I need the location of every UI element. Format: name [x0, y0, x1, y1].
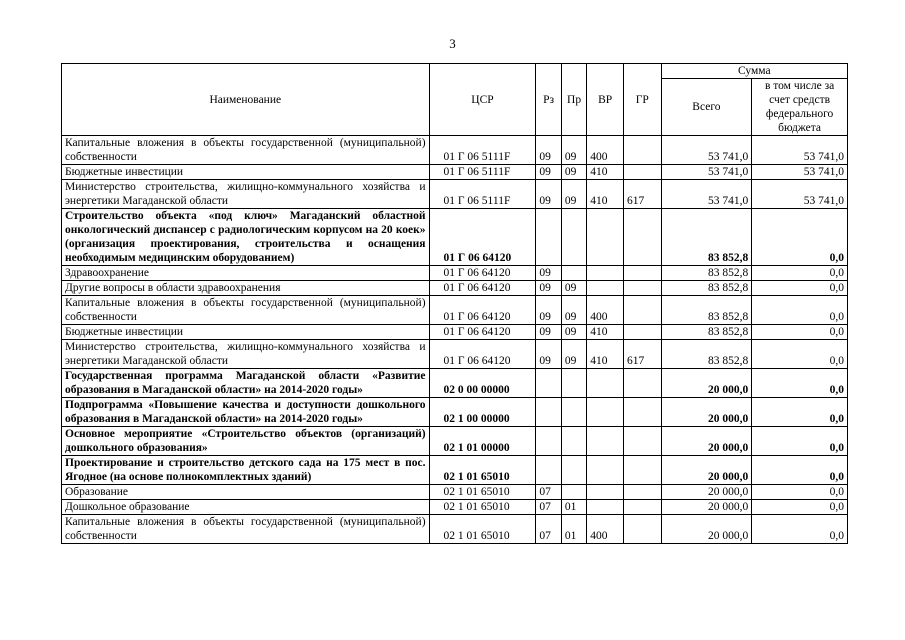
cell-csr: 01 Г 06 64120 — [429, 325, 536, 340]
cell-total: 20 000,0 — [661, 369, 752, 398]
cell-gr — [623, 398, 661, 427]
cell-name: Капитальные вложения в объекты государственной (муниципальной) собственности — [62, 515, 430, 544]
cell-total: 20 000,0 — [661, 500, 752, 515]
cell-pr — [561, 266, 586, 281]
cell-csr: 01 Г 06 5111F — [429, 180, 536, 209]
cell-vr: 400 — [587, 296, 624, 325]
cell-csr: 01 Г 06 64120 — [429, 281, 536, 296]
cell-name: Капитальные вложения в объекты государственной (муниципальной) собственности — [62, 296, 430, 325]
cell-name: Дошкольное образование — [62, 500, 430, 515]
header-name: Наименование — [62, 64, 430, 136]
cell-vr — [587, 209, 624, 266]
cell-total: 83 852,8 — [661, 325, 752, 340]
cell-rz: 09 — [536, 180, 561, 209]
cell-pr: 09 — [561, 180, 586, 209]
cell-pr: 09 — [561, 296, 586, 325]
cell-total: 83 852,8 — [661, 266, 752, 281]
cell-gr — [623, 266, 661, 281]
page-number: 3 — [449, 36, 456, 51]
cell-csr: 02 1 01 65010 — [429, 515, 536, 544]
cell-csr: 02 1 01 65010 — [429, 500, 536, 515]
table-row — [62, 485, 848, 500]
cell-name: Подпрограмма «Повышение качества и доступности дошкольного образования в Магаданской области» на 2014-2020 годы» — [62, 398, 430, 427]
cell-csr: 02 0 00 00000 — [429, 369, 536, 398]
cell-csr: 01 Г 06 5111F — [429, 165, 536, 180]
cell-vr — [587, 485, 624, 500]
table-row — [62, 456, 848, 485]
cell-rz: 09 — [536, 340, 561, 369]
cell-name: Здравоохранение — [62, 266, 430, 281]
cell-federal: 0,0 — [752, 369, 848, 398]
cell-name: Строительство объекта «под ключ» Магаданский областной онкологический диспансер с радиологическим корпусом на 20 коек» (организация проектирования, строительства и оснащения необходимым медицинским оборудованием) — [62, 209, 430, 266]
cell-rz — [536, 398, 561, 427]
cell-total: 20 000,0 — [661, 485, 752, 500]
cell-pr — [561, 427, 586, 456]
cell-vr — [587, 266, 624, 281]
cell-gr — [623, 456, 661, 485]
cell-name: Министерство строительства, жилищно-коммунального хозяйства и энергетики Магаданской области — [62, 180, 430, 209]
cell-gr: 617 — [623, 340, 661, 369]
table-row — [62, 136, 848, 165]
cell-vr: 400 — [587, 136, 624, 165]
cell-federal: 53 741,0 — [752, 165, 848, 180]
table-row — [62, 180, 848, 209]
table-row — [62, 281, 848, 296]
cell-name: Капитальные вложения в объекты государственной (муниципальной) собственности — [62, 136, 430, 165]
cell-name: Образование — [62, 485, 430, 500]
cell-federal: 0,0 — [752, 398, 848, 427]
header-total: Всего — [661, 79, 752, 136]
cell-pr — [561, 369, 586, 398]
cell-vr: 400 — [587, 515, 624, 544]
cell-vr: 410 — [587, 165, 624, 180]
cell-csr: 01 Г 06 64120 — [429, 266, 536, 281]
cell-rz: 07 — [536, 515, 561, 544]
cell-csr: 02 1 01 65010 — [429, 485, 536, 500]
cell-total: 83 852,8 — [661, 296, 752, 325]
cell-pr: 01 — [561, 515, 586, 544]
cell-rz: 07 — [536, 500, 561, 515]
cell-gr — [623, 209, 661, 266]
cell-rz: 09 — [536, 325, 561, 340]
table-row — [62, 325, 848, 340]
header-vr: ВР — [587, 64, 624, 136]
header-sum: Сумма — [661, 64, 847, 79]
cell-federal: 0,0 — [752, 485, 848, 500]
cell-pr: 09 — [561, 281, 586, 296]
table-row — [62, 165, 848, 180]
cell-pr: 09 — [561, 340, 586, 369]
cell-total: 20 000,0 — [661, 456, 752, 485]
table-row — [62, 266, 848, 281]
cell-name: Бюджетные инвестиции — [62, 325, 430, 340]
cell-federal: 53 741,0 — [752, 180, 848, 209]
cell-total: 20 000,0 — [661, 398, 752, 427]
cell-csr: 01 Г 06 64120 — [429, 340, 536, 369]
table-row — [62, 500, 848, 515]
header-pr: Пр — [561, 64, 586, 136]
cell-vr — [587, 427, 624, 456]
cell-federal: 0,0 — [752, 296, 848, 325]
cell-gr — [623, 296, 661, 325]
cell-csr: 02 1 01 00000 — [429, 427, 536, 456]
cell-pr — [561, 485, 586, 500]
table-row — [62, 515, 848, 544]
cell-csr: 02 1 00 00000 — [429, 398, 536, 427]
cell-vr — [587, 281, 624, 296]
cell-federal: 0,0 — [752, 340, 848, 369]
cell-gr — [623, 515, 661, 544]
table-row — [62, 296, 848, 325]
cell-name: Основное мероприятие «Строительство объектов (организаций) дошкольного образования» — [62, 427, 430, 456]
cell-vr: 410 — [587, 340, 624, 369]
header-federal: в том числе за счет средств федерального бюджета — [752, 79, 848, 136]
cell-total: 83 852,8 — [661, 340, 752, 369]
header-rz: Рз — [536, 64, 561, 136]
cell-total: 20 000,0 — [661, 515, 752, 544]
cell-gr — [623, 427, 661, 456]
table-row — [62, 398, 848, 427]
cell-vr: 410 — [587, 325, 624, 340]
table-row — [62, 340, 848, 369]
cell-gr — [623, 165, 661, 180]
cell-rz: 09 — [536, 266, 561, 281]
cell-pr — [561, 398, 586, 427]
cell-pr — [561, 456, 586, 485]
cell-name: Бюджетные инвестиции — [62, 165, 430, 180]
cell-total: 53 741,0 — [661, 165, 752, 180]
cell-name: Другие вопросы в области здравоохранения — [62, 281, 430, 296]
cell-gr — [623, 325, 661, 340]
cell-rz — [536, 369, 561, 398]
cell-vr — [587, 398, 624, 427]
header-csr: ЦСР — [429, 64, 536, 136]
cell-total: 20 000,0 — [661, 427, 752, 456]
cell-gr — [623, 136, 661, 165]
cell-name: Проектирование и строительство детского сада на 175 мест в пос. Ягодное (на основе полнокомплектных зданий) — [62, 456, 430, 485]
cell-total: 83 852,8 — [661, 209, 752, 266]
cell-rz — [536, 427, 561, 456]
cell-csr: 01 Г 06 64120 — [429, 296, 536, 325]
cell-federal: 0,0 — [752, 500, 848, 515]
cell-federal: 0,0 — [752, 427, 848, 456]
cell-gr — [623, 500, 661, 515]
cell-rz: 09 — [536, 165, 561, 180]
cell-total: 83 852,8 — [661, 281, 752, 296]
cell-total: 53 741,0 — [661, 136, 752, 165]
cell-rz — [536, 209, 561, 266]
cell-federal: 53 741,0 — [752, 136, 848, 165]
cell-csr: 02 1 01 65010 — [429, 456, 536, 485]
header-gr: ГР — [623, 64, 661, 136]
cell-gr — [623, 485, 661, 500]
cell-federal: 0,0 — [752, 281, 848, 296]
cell-pr: 01 — [561, 500, 586, 515]
cell-vr — [587, 500, 624, 515]
cell-name: Министерство строительства, жилищно-коммунального хозяйства и энергетики Магаданской области — [62, 340, 430, 369]
cell-gr — [623, 369, 661, 398]
budget-table — [61, 63, 848, 544]
cell-federal: 0,0 — [752, 456, 848, 485]
cell-federal: 0,0 — [752, 209, 848, 266]
cell-rz: 09 — [536, 281, 561, 296]
table-row — [62, 209, 848, 266]
cell-rz: 09 — [536, 136, 561, 165]
cell-pr: 09 — [561, 325, 586, 340]
cell-csr: 01 Г 06 5111F — [429, 136, 536, 165]
cell-name: Государственная программа Магаданской области «Развитие образования в Магаданской области» на 2014-2020 годы» — [62, 369, 430, 398]
cell-vr — [587, 369, 624, 398]
cell-gr — [623, 281, 661, 296]
cell-vr — [587, 456, 624, 485]
cell-rz: 09 — [536, 296, 561, 325]
table-body — [62, 136, 848, 544]
cell-csr: 01 Г 06 64120 — [429, 209, 536, 266]
cell-rz: 07 — [536, 485, 561, 500]
table-row — [62, 369, 848, 398]
cell-gr: 617 — [623, 180, 661, 209]
cell-rz — [536, 456, 561, 485]
cell-total: 53 741,0 — [661, 180, 752, 209]
cell-pr — [561, 209, 586, 266]
cell-pr: 09 — [561, 136, 586, 165]
cell-pr: 09 — [561, 165, 586, 180]
cell-federal: 0,0 — [752, 515, 848, 544]
cell-vr: 410 — [587, 180, 624, 209]
table-row — [62, 427, 848, 456]
cell-federal: 0,0 — [752, 325, 848, 340]
cell-federal: 0,0 — [752, 266, 848, 281]
